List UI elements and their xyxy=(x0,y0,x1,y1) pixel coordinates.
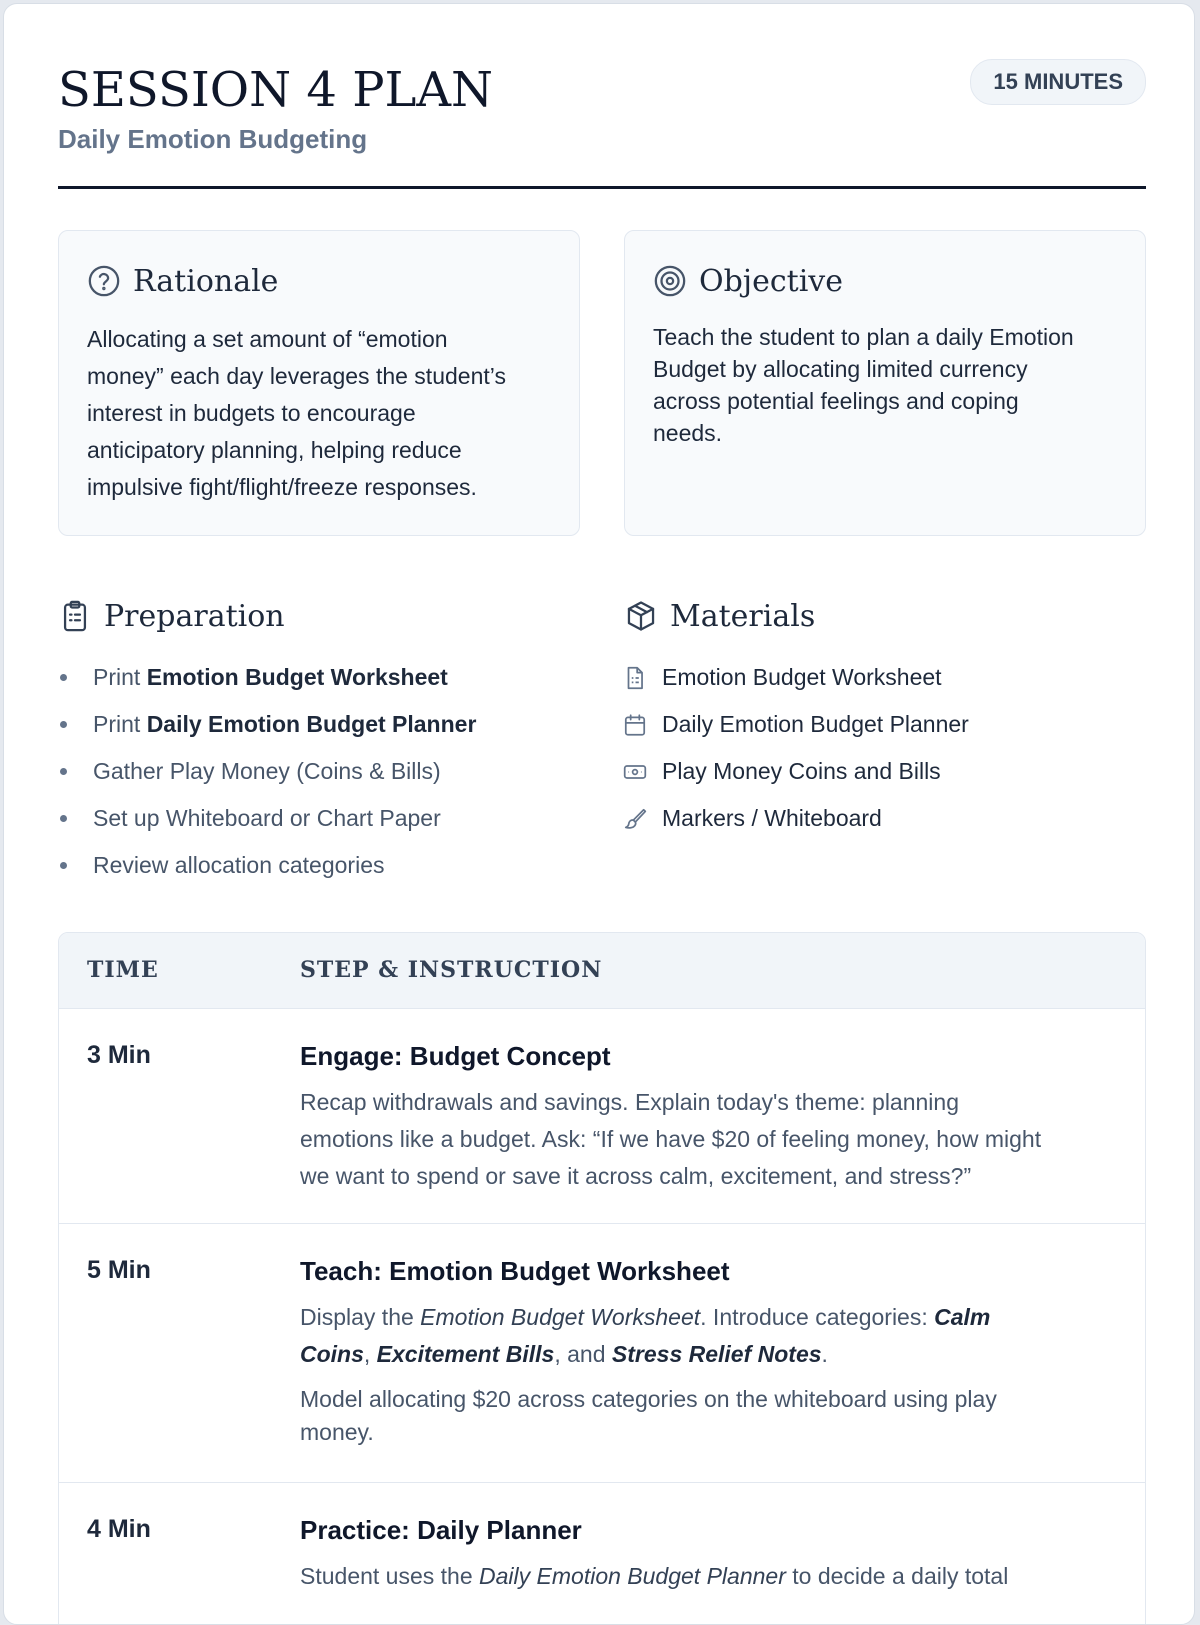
row-time: 4 Min xyxy=(87,1515,151,1543)
step-line: Recap withdrawals and savings. Explain today's theme: planning xyxy=(300,1089,959,1115)
item-prefix: Print xyxy=(93,664,147,690)
materials-list xyxy=(622,654,1142,842)
item-text: Gather Play Money (Coins & Bills) xyxy=(93,758,441,784)
rationale-title: Rationale xyxy=(133,263,279,299)
bullet xyxy=(60,815,67,822)
text-run: to decide a daily total xyxy=(785,1563,1009,1589)
text-run: , xyxy=(363,1341,377,1367)
document-icon xyxy=(622,665,648,691)
item-prefix: Print xyxy=(93,711,147,737)
material-label: Markers / Whiteboard xyxy=(662,805,882,831)
bullet xyxy=(60,862,67,869)
row-step xyxy=(300,1256,1110,1459)
step-line xyxy=(300,1558,1110,1595)
package-icon xyxy=(624,599,658,633)
target-icon xyxy=(653,264,687,298)
category-calm: Coins xyxy=(300,1341,364,1367)
objective-header xyxy=(653,261,843,301)
materials-header xyxy=(624,596,815,636)
rationale-line: impulsive fight/flight/freeze responses. xyxy=(87,474,477,500)
header-divider xyxy=(58,186,1146,189)
row-step xyxy=(300,1515,1110,1605)
category-calm: Calm xyxy=(934,1304,991,1330)
step-description xyxy=(300,1084,1110,1195)
material-label: Emotion Budget Worksheet xyxy=(662,664,942,690)
step-line: emotions like a budget. Ask: “If we have $20 of feeling money, how might xyxy=(300,1126,1042,1152)
text-italic: Emotion Budget Worksheet xyxy=(420,1304,701,1330)
question-circle-icon xyxy=(87,264,121,298)
material-label: Daily Emotion Budget Planner xyxy=(662,711,969,737)
item-text: Review allocation categories xyxy=(93,852,385,878)
text-run: Student uses the xyxy=(300,1563,480,1589)
item-bold: Emotion Budget Worksheet xyxy=(146,664,448,690)
preparation-item xyxy=(58,795,578,842)
bullet xyxy=(60,768,67,775)
category-stress-relief: Stress Relief Notes xyxy=(611,1341,822,1367)
item-text: Set up Whiteboard or Chart Paper xyxy=(93,805,441,831)
table-row xyxy=(59,1224,1145,1483)
preparation-item xyxy=(58,748,578,795)
brush-icon xyxy=(622,806,648,832)
material-item xyxy=(622,654,1142,701)
column-header-step: STEP & INSTRUCTION xyxy=(300,957,603,983)
preparation-title: Preparation xyxy=(104,598,285,634)
step-description xyxy=(300,1299,1110,1373)
bullet xyxy=(60,721,67,728)
row-time: 3 Min xyxy=(87,1041,151,1069)
objective-text xyxy=(653,321,1123,449)
objective-line: Budget by allocating limited currency xyxy=(653,356,1028,382)
page-title: SESSION 4 PLAN xyxy=(58,62,494,118)
rationale-card xyxy=(58,230,580,536)
materials-title: Materials xyxy=(670,598,816,634)
objective-line: across potential feelings and coping xyxy=(653,388,1019,414)
step-line: money. xyxy=(300,1419,374,1445)
material-item xyxy=(622,795,1142,842)
row-step xyxy=(300,1041,1110,1205)
rationale-line: interest in budgets to encourage xyxy=(87,400,416,426)
text-run: , and xyxy=(554,1341,612,1367)
schedule-table xyxy=(58,932,1146,1625)
step-description xyxy=(300,1558,1110,1595)
preparation-item xyxy=(58,842,578,889)
rationale-line: money” each day leverages the student’s xyxy=(87,363,506,389)
bullet xyxy=(60,674,67,681)
preparation-item xyxy=(58,654,578,701)
text-run: Display the xyxy=(300,1304,421,1330)
preparation-header xyxy=(58,596,285,636)
table-row xyxy=(59,1009,1145,1224)
column-header-time: TIME xyxy=(87,957,159,983)
step-line: we want to spend or save it across calm, excitement, and stress?” xyxy=(300,1163,972,1189)
lesson-plan-page xyxy=(3,3,1195,1625)
category-excitement: Excitement Bills xyxy=(376,1341,555,1367)
objective-line: Teach the student to plan a daily Emotion xyxy=(653,324,1074,350)
rationale-text xyxy=(87,321,557,506)
step-line xyxy=(300,1299,1110,1336)
step-title: Practice: Daily Planner xyxy=(300,1515,582,1545)
text-run: . Introduce categories: xyxy=(700,1304,935,1330)
material-label: Play Money Coins and Bills xyxy=(662,758,941,784)
step-line xyxy=(300,1336,1110,1373)
calendar-icon xyxy=(622,712,648,738)
preparation-list xyxy=(58,654,578,889)
clipboard-icon xyxy=(58,599,92,633)
objective-line: needs. xyxy=(653,420,723,446)
step-title: Engage: Budget Concept xyxy=(300,1041,611,1071)
step-description xyxy=(300,1383,1110,1449)
text-italic: Daily Emotion Budget Planner xyxy=(479,1563,786,1589)
banknote-icon xyxy=(622,759,648,785)
page-subtitle: Daily Emotion Budgeting xyxy=(58,124,368,154)
duration-badge: 15 MINUTES xyxy=(970,59,1146,105)
objective-card xyxy=(624,230,1146,536)
table-header xyxy=(59,933,1145,1009)
text-run: . xyxy=(821,1341,828,1367)
table-row xyxy=(59,1483,1145,1625)
rationale-line: anticipatory planning, helping reduce xyxy=(87,437,462,463)
rationale-header xyxy=(87,261,278,301)
rationale-line: Allocating a set amount of “emotion xyxy=(87,326,448,352)
material-item xyxy=(622,748,1142,795)
row-time: 5 Min xyxy=(87,1256,151,1284)
step-line: Model allocating $20 across categories on the whiteboard using play xyxy=(300,1386,997,1412)
step-title: Teach: Emotion Budget Worksheet xyxy=(300,1256,730,1286)
preparation-item xyxy=(58,701,578,748)
material-item xyxy=(622,701,1142,748)
item-bold: Daily Emotion Budget Planner xyxy=(146,711,477,737)
objective-title: Objective xyxy=(699,263,844,299)
